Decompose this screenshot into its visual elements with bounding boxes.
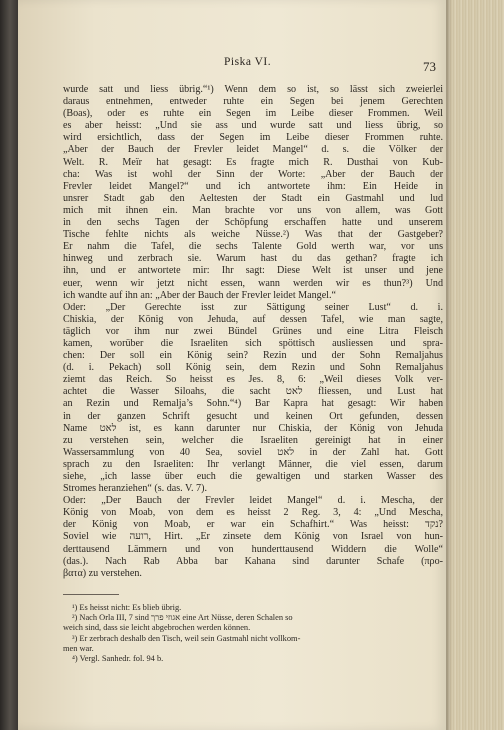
footnote-line: men war.	[63, 644, 94, 654]
text-line: sprach zu den Israeliten: Ihr verlangt Männer, die viel essen, darum	[63, 458, 443, 470]
text-line: wurde satt und liess übrig.“¹) Wenn dem so ist, so lässt sich zweierlei	[63, 84, 443, 95]
text-line: Name לאט ist, es kann darunter nur Chiskia, der König von Jehuda	[63, 422, 443, 434]
footnotes	[63, 603, 443, 665]
text-line: der König von Moab, er war ein Schafhirt.“ Was heisst: נקד?	[63, 519, 443, 531]
text-line: kamen, worüber die Israeliten sich spöttisch ausliessen und spra-	[63, 337, 443, 349]
text-line: daraus entnehmen, entweder ruhte ein Segen bei jenem Gerechten	[63, 96, 443, 108]
text-line: Frevler leidet Mangel?“ und ich antwortete ihm: Ein Heide in	[63, 180, 443, 192]
gutter-shadow	[446, 0, 452, 730]
text-line: Wassersammlung von 40 Sea, soviel לאט in der Zahl hat. Gott	[63, 446, 443, 458]
book-spine-shadow	[0, 0, 18, 730]
text-line: mich mit ihnen ein. Man brachte vor uns von allem, was Gott	[63, 204, 443, 216]
text-line: chen: Der soll ein König sein? Rezin und der Sohn Remaljahus	[63, 350, 443, 362]
text-line: Soviel wie רועה, Hirt. „Er zinsete dem König von Israel von hun-	[63, 531, 443, 543]
text-line: (Boas), oder es ruhte ein Segen im Leibe dieser Frommen. Weil	[63, 108, 443, 120]
text-line: wird ersichtlich, dass der Segen im Leibe dieser Frommen ruhte.	[63, 132, 443, 144]
footnote-line: ²) Nach Orla III, 7 sind אגוזי פרך eine Art Nüsse, deren Schalen so	[72, 613, 293, 623]
text-line: es aber heisst: „Und sie ass und wurde satt und liess übrig, so	[63, 120, 443, 132]
text-line: derttausend Lämmern und von hunderttausend Widdern die Wolle“	[63, 543, 443, 555]
main-text	[63, 84, 443, 580]
text-line: (das.). Nach Rab Abba bar Kahana sind darunter Schafe (προ-	[63, 555, 443, 567]
text-line: Oder: „Der Bauch der Frevler leidet Mangel“ d. i. Mescha, der	[63, 495, 443, 507]
text-line: an Rezin und Remalja’s Sohn.“⁴) Bar Kapra hat gesagt: Wir haben	[63, 398, 443, 410]
footnote-line: ³) Er zerbrach deshalb den Tisch, weil sein Gastmahl nicht vollkom-	[72, 633, 301, 643]
running-title: Piska VI.	[224, 56, 272, 68]
text-line: in den sechs Tagen der Schöpfung erschaffen hatte und unserem	[63, 217, 443, 229]
text-line: Tische fehlte nichts als weiche Nüsse.²) Was that der Gastgeber?	[63, 229, 443, 241]
page-edges	[446, 0, 504, 730]
text-line: König von Moab, von dem es heisst 2 Reg. 3, 4: „Und Mescha,	[63, 507, 443, 519]
text-line: „Aber der Bauch der Frevler leidet Mangel“ d. s. die Völker der	[63, 144, 443, 156]
text-line: ihn, und er antwortete mir: Ihr sagt: Diese Welt ist unser und jene	[63, 265, 443, 277]
text-line: ziemt das Reich. So heisst es Jes. 8, 6: „Weil dieses Volk ver-	[63, 374, 443, 386]
page-body	[63, 84, 443, 665]
text-line: täglich vor ihm nur zwei Bündel Grünes und eine Litra Fleisch	[63, 325, 443, 337]
footnote-line: ⁴) Vergl. Sanhedr. fol. 94 b.	[72, 654, 164, 664]
footnote-line: weich sind, dass sie leicht abgebrochen werden können.	[63, 623, 251, 633]
footnote-line: ¹) Es heisst nicht: Es blieb übrig.	[72, 602, 182, 612]
running-header	[64, 56, 442, 72]
text-line: achtet die Wasser Siloahs, die sacht לאט fliessen, und Lust hat	[63, 386, 443, 398]
text-line: (d. i. Pekach) soll König sein, dem Rezin und Sohn Remaljahus	[63, 362, 443, 374]
text-line: Chiskia, der König von Jehuda, auf dessen Tafel, wie man sagte,	[63, 313, 443, 325]
text-line: cha: Was ist wohl der Sinn der Worte: „Aber der Bauch der	[63, 168, 443, 180]
text-line: hinweg und zerbrach sie. Warum hast du das gethan? fragte ich	[63, 253, 443, 265]
text-line: siehe, „ich lasse über euch die gewaltigen und starken Wasser des	[63, 471, 443, 482]
text-line: unsrer Stadt gab den Aeltesten der Stadt ein Gastmahl und lud	[63, 192, 443, 204]
text-line: Welt. R. Meïr hat gesagt: Es fragte mich R. Dusthai von Kub-	[63, 156, 443, 168]
page-number: 73	[423, 59, 436, 74]
text-line: Er nahm die Tafel, die sechs Talente Gold werth war, vor uns	[63, 241, 443, 253]
text-line: βατα) zu verstehen.	[63, 567, 142, 579]
text-line: in der ganzen Schrift gesucht und keinen Ort gefunden, dessen	[63, 410, 443, 422]
text-line: ich wandte auf ihn an: „Aber der Bauch der Frevler leidet Mangel.“	[63, 289, 336, 301]
text-line: euer, wenn wir jetzt nicht essen, wann werden wir es thun?³) Und	[63, 277, 443, 289]
text-line: Oder: „Der Gerechte isst zur Sättigung seiner Lust“ d. i.	[63, 301, 443, 313]
text-line: Stromes heranziehen“ (s. das. V. 7).	[63, 483, 207, 495]
footnote-rule	[63, 594, 119, 595]
text-line: zu verstehen sein, welcher die Israeliten gereinigt hat in einer	[63, 434, 443, 446]
